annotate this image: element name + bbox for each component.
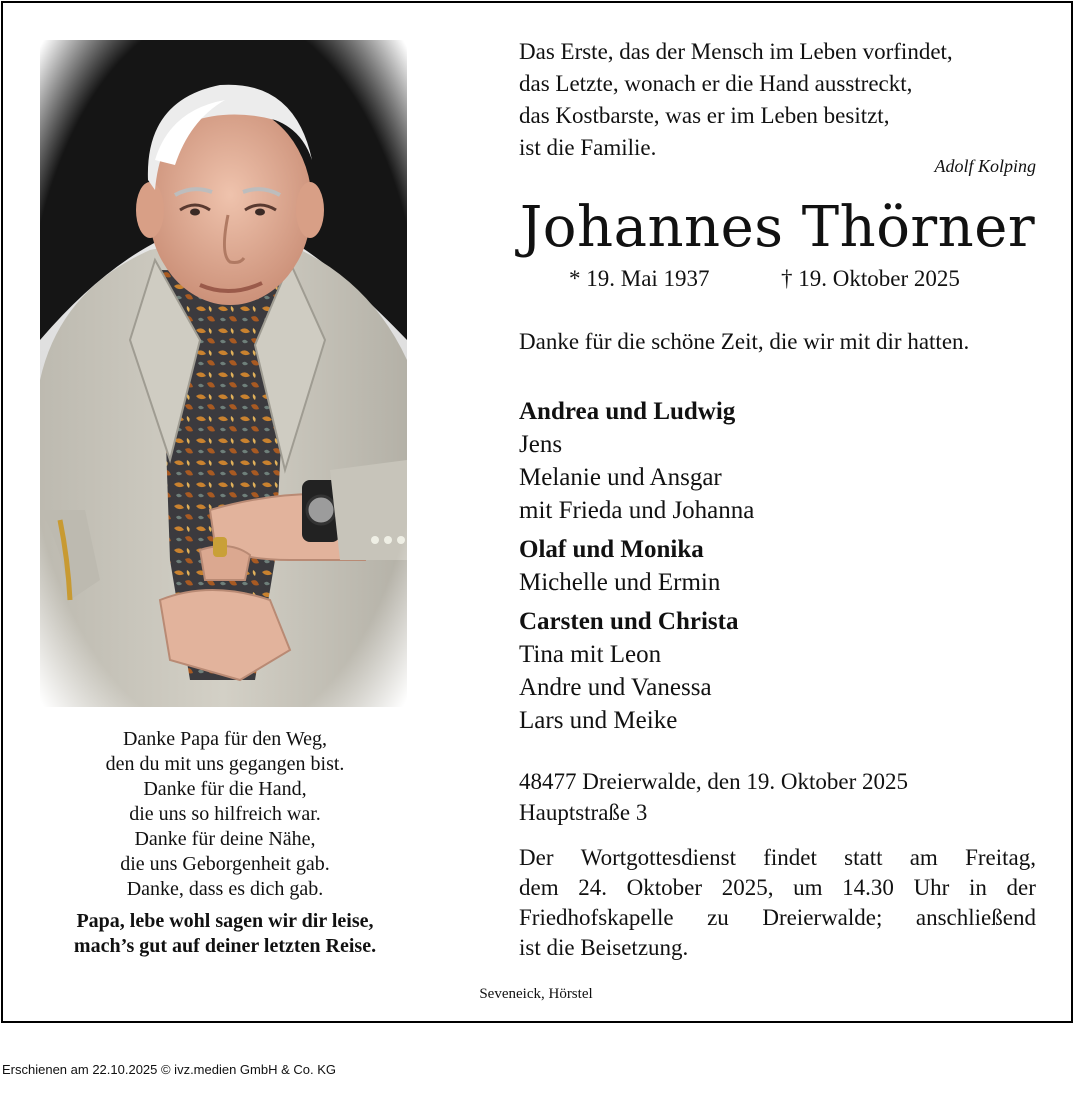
service-word: 24. xyxy=(578,875,608,900)
service-line xyxy=(519,873,1036,903)
family-member: Melanie und Ansgar xyxy=(519,464,722,491)
service-line xyxy=(519,843,1036,873)
quote-line: das Kostbarste, was er im Leben besitzt, xyxy=(519,103,890,128)
service-word: Dreierwalde; xyxy=(762,905,883,930)
family-member: mit Frieda und Johanna xyxy=(519,497,755,524)
service-word: statt xyxy=(844,845,883,870)
quote-line: ist die Familie. xyxy=(519,135,657,160)
service-word: Uhr xyxy=(913,875,950,900)
service-word: ist die Beisetzung. xyxy=(519,935,689,960)
service-word: in xyxy=(969,875,987,900)
poem-line: die uns so hilfreich war. xyxy=(129,803,321,825)
family-member: Andre und Vanessa xyxy=(519,674,712,701)
family-list xyxy=(519,395,1036,743)
service-info xyxy=(519,843,1036,963)
service-word: 14.30 xyxy=(842,875,894,900)
poem-closing-line: Papa, lebe wohl sagen wir dir leise, xyxy=(76,910,374,932)
family-member: Lars und Meike xyxy=(519,707,678,734)
service-word: Der xyxy=(519,845,554,870)
family-group-head: Andrea und Ludwig xyxy=(519,398,736,425)
family-group xyxy=(519,395,1036,527)
family-group-head: Olaf und Monika xyxy=(519,536,704,563)
poem-line: die uns Geborgenheit gab. xyxy=(120,853,330,875)
service-word: Wortgottesdienst xyxy=(580,845,737,870)
family-group xyxy=(519,533,1036,599)
service-line xyxy=(519,903,1036,933)
portrait-photo xyxy=(40,40,407,707)
quote-line: Das Erste, das der Mensch im Leben vorfindet, xyxy=(519,39,953,64)
thanks-text: Danke für die schöne Zeit, die wir mit dir hatten. xyxy=(519,329,970,354)
poem-line: Danke für die Hand, xyxy=(143,778,307,800)
service-word: findet xyxy=(763,845,817,870)
family-member: Tina mit Leon xyxy=(519,641,662,668)
service-word: anschließend xyxy=(915,905,1036,930)
service-word: Freitag, xyxy=(965,845,1036,870)
service-word: am xyxy=(909,845,938,870)
poem xyxy=(20,727,430,959)
deceased-name: Johannes Thörner xyxy=(519,195,1036,260)
poem-line: Danke für deine Nähe, xyxy=(134,828,316,850)
quote-line: das Letzte, wonach er die Hand ausstreckt, xyxy=(519,71,913,96)
address-line: Hauptstraße 3 xyxy=(519,800,648,825)
place-line: 48477 Dreierwalde, den 19. Oktober 2025 xyxy=(519,769,908,794)
family-member: Michelle und Ermin xyxy=(519,569,721,596)
family-group xyxy=(519,605,1036,737)
service-word: Friedhofskapelle xyxy=(519,905,674,930)
death-date: † 19. Oktober 2025 xyxy=(781,266,960,291)
quote xyxy=(519,36,1036,164)
service-word: um xyxy=(793,875,823,900)
family-group-head: Carsten und Christa xyxy=(519,608,739,635)
service-word: Oktober xyxy=(626,875,703,900)
poem-closing-line: mach’s gut auf deiner letzten Reise. xyxy=(73,935,377,957)
poem-line: Danke, dass es dich gab. xyxy=(126,878,324,900)
publisher-note: Erschienen am 22.10.2025 © ivz.medien GmbH & Co. KG xyxy=(2,1062,337,1077)
poem-line: den du mit uns gegangen bist. xyxy=(105,753,345,775)
poem-closing xyxy=(20,909,430,959)
service-word: 2025, xyxy=(721,875,774,900)
family-member: Jens xyxy=(519,431,563,458)
service-word: der xyxy=(1006,875,1036,900)
funeral-home: Seveneick, Hörstel xyxy=(479,986,593,1002)
place-and-date xyxy=(519,766,1036,828)
quote-author: Adolf Kolping xyxy=(934,156,1036,176)
birth-date: * 19. Mai 1937 xyxy=(569,266,710,291)
poem-line: Danke Papa für den Weg, xyxy=(122,728,328,750)
service-word: zu xyxy=(707,905,729,930)
service-line xyxy=(519,933,1036,963)
service-word: dem xyxy=(519,875,559,900)
